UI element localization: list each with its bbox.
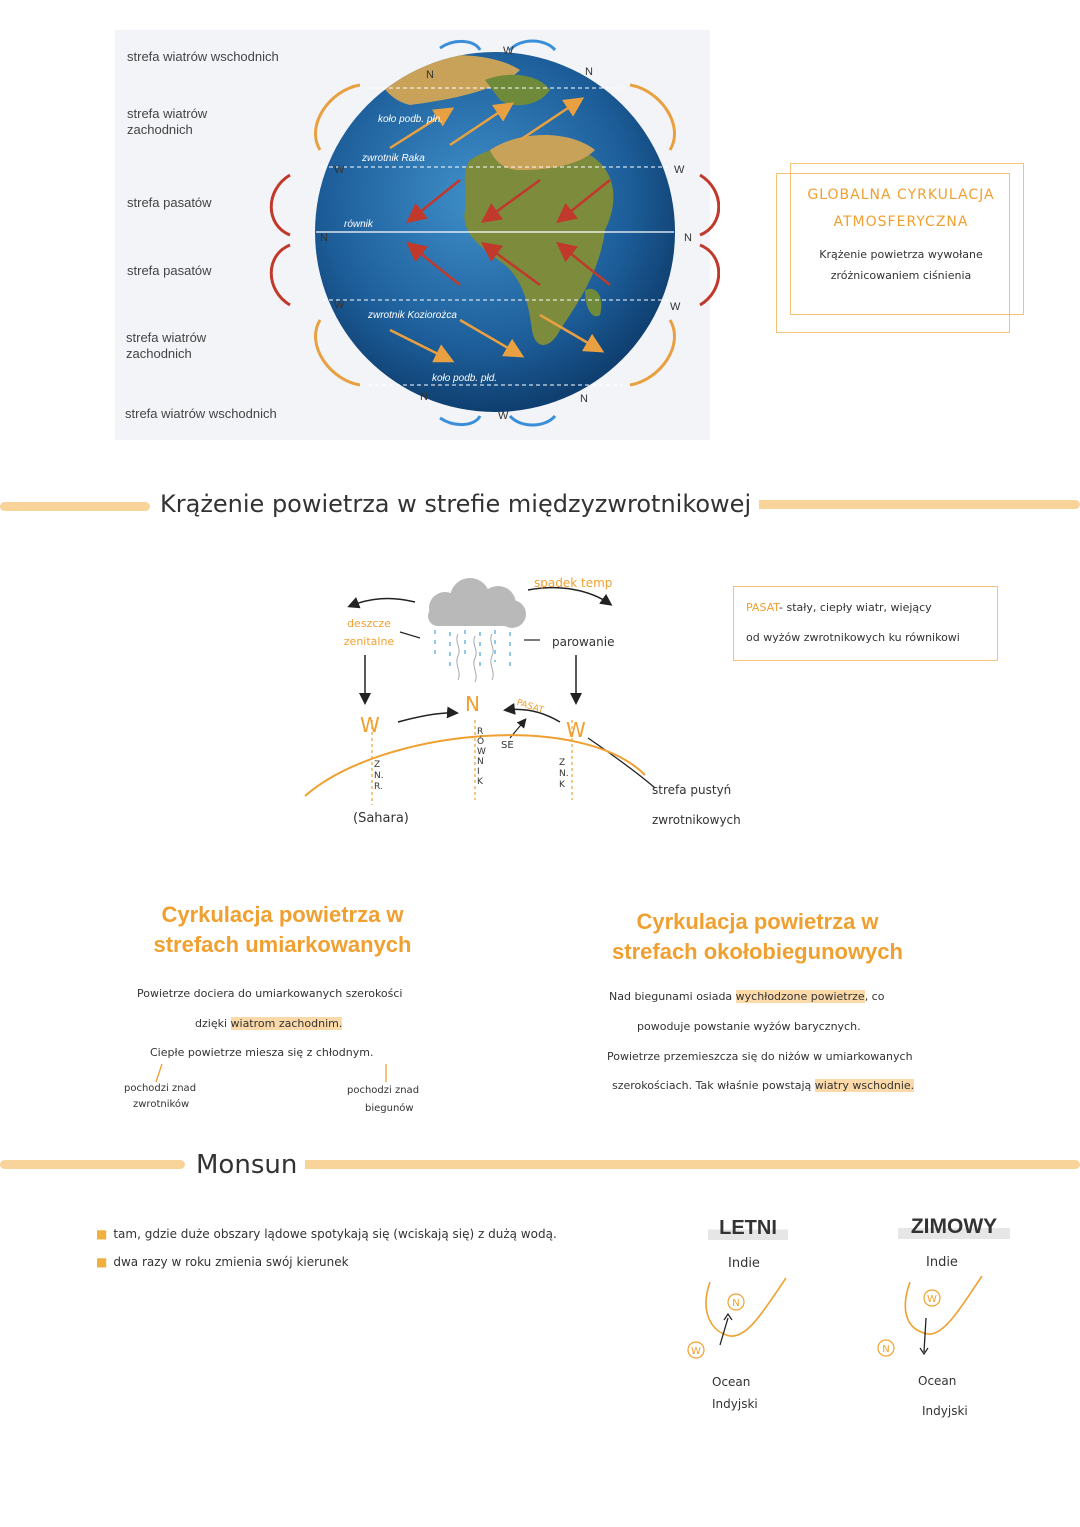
pasat-definition-2: od wyżów zwrotnikowych ku równikowi — [746, 631, 960, 644]
polar-line-4: szerokościach. Tak właśnie powstają wiatry wschodnie. — [612, 1079, 915, 1092]
summer-land-marker: N — [732, 1298, 740, 1309]
polar-title-2: strefach okołobiegunowych — [612, 939, 903, 964]
zone-label-westerlies-north: strefa wiatrów zachodnich — [127, 106, 208, 137]
sahara-label: (Sahara) — [353, 811, 409, 826]
polar-line-3: Powietrze przemieszcza się do niżów w umiarkowanych — [607, 1050, 913, 1063]
cancer-label: zwrotnik Raka — [362, 153, 425, 164]
note-from-poles-2: biegunów — [365, 1103, 414, 1114]
w-marker: W — [674, 164, 685, 176]
summer-sea-marker: W — [691, 1346, 701, 1357]
note-from-poles-1: pochodzi znad — [347, 1085, 420, 1096]
cloud-icon — [428, 578, 526, 628]
section-title-intertropical: Krążenie powietrza w strefie międzyzwrotnikowej — [152, 490, 759, 518]
zone-label-polar-east-south: strefa wiatrów wschodnich — [125, 406, 277, 421]
desert-label-2: zwrotnikowych — [652, 813, 741, 827]
w-marker: W — [498, 410, 509, 422]
n-marker: N — [420, 391, 428, 403]
pasat-arrow-label: PASAT — [515, 697, 545, 717]
temperate-title-2: strefach umiarkowanych — [153, 932, 412, 957]
w-marker: W — [334, 299, 345, 311]
winter-monsoon-title: ZIMOWY — [898, 1215, 1010, 1239]
w-marker: W — [503, 45, 514, 57]
pasat-term: PASAT — [746, 601, 780, 614]
zone-label-trades-north: strefa pasatów — [127, 195, 212, 210]
n-marker: N — [320, 232, 328, 244]
winter-ocean-label-1: Ocean — [918, 1374, 957, 1388]
westerlies-highlight: wiatrom zachodnim. — [230, 1017, 343, 1030]
winter-land-label: Indie — [926, 1255, 958, 1270]
rain-label-2: zenitalne — [343, 635, 395, 648]
summer-monsoon-title: LETNI — [708, 1217, 788, 1240]
winter-sea-marker: N — [882, 1344, 890, 1355]
section-title-monsoon: Monsun — [188, 1150, 305, 1180]
equator-label: równik — [344, 219, 373, 230]
high-pressure-w-right: W — [566, 718, 586, 742]
zone-label-trades-south: strefa pasatów — [127, 263, 212, 278]
rain-icon — [435, 630, 510, 666]
winter-land-marker: W — [927, 1294, 937, 1305]
section-rule — [0, 1160, 185, 1169]
high-pressure-w-left: W — [360, 713, 380, 737]
equator-vertical: R Ó W N I K — [477, 727, 486, 787]
w-marker: W — [670, 301, 681, 313]
polar-line-1: Nad biegunami osiada wychłodzone powietrze, co — [609, 990, 885, 1003]
temperate-line-3: Ciepłe powietrze miesza się z chłodnym. — [150, 1046, 374, 1059]
definition-box — [776, 163, 1022, 333]
zone-label-polar-east-north: strefa wiatrów wschodnich — [127, 49, 279, 64]
zone-label-westerlies-south: strefa wiatrów zachodnich — [126, 330, 207, 361]
capricorn-label: zwrotnik Koziorożca — [368, 310, 457, 321]
pasat-definition-1: - stały, ciepły wiatr, wiejący — [779, 601, 932, 614]
monsoon-bullet-1: ■ tam, gdzie duże obszary lądowe spotykają się (wciskają się) z dużą wodą. — [96, 1227, 557, 1241]
note-from-tropics-1: pochodzi znad — [124, 1083, 197, 1094]
definition-text-1: Krążenie powietrza wywołane — [819, 248, 983, 261]
section-rule — [0, 502, 150, 511]
pasat-box — [733, 586, 998, 661]
definition-title-2: ATMOSFERYCZNA — [833, 214, 969, 230]
definition-text-2: zróżnicowaniem ciśnienia — [830, 269, 972, 282]
definition-title-1: GLOBALNA CYRKULACJA — [807, 187, 995, 203]
rain-label-1: deszcze — [347, 617, 391, 630]
cold-air-highlight: wychłodzone powietrze — [735, 990, 865, 1003]
summer-ocean-label-1: Ocean — [712, 1375, 751, 1389]
arctic-circle-label: koło podb. płn. — [378, 114, 444, 125]
tropic-capricorn-vertical: Z N. K — [559, 758, 569, 790]
polar-title-1: Cyrkulacja powietrza w — [636, 909, 879, 934]
n-marker: N — [684, 232, 692, 244]
low-pressure-n: N — [465, 692, 480, 716]
w-marker: W — [334, 164, 345, 176]
globe-diagram — [260, 30, 720, 440]
summer-ocean-label-2: Indyjski — [712, 1397, 758, 1411]
n-marker: N — [426, 69, 434, 81]
summer-land-label: Indie — [728, 1256, 760, 1271]
n-marker: N — [580, 393, 588, 405]
se-label: SE — [501, 740, 514, 751]
easterlies-highlight: wiatry wschodnie. — [814, 1079, 915, 1092]
summer-monsoon-map — [680, 1270, 800, 1365]
tropic-cancer-vertical: Z N. R. — [374, 760, 384, 792]
section-rule — [285, 1160, 1080, 1169]
winter-ocean-label-2: Indyjski — [922, 1404, 968, 1418]
n-marker: N — [585, 66, 593, 78]
temperate-title-1: Cyrkulacja powietrza w — [161, 902, 404, 927]
winter-monsoon-map — [870, 1270, 990, 1365]
note-from-tropics-2: zwrotników — [133, 1099, 190, 1110]
polar-line-2: powoduje powstanie wyżów barycznych. — [637, 1020, 861, 1033]
monsoon-bullet-2: ■ dwa razy w roku zmienia swój kierunek — [96, 1255, 349, 1269]
temperate-line-1: Powietrze dociera do umiarkowanych szerokości — [137, 987, 403, 1000]
evaporation-label: parowanie — [552, 635, 615, 649]
desert-label-1: strefa pustyń — [652, 783, 732, 797]
temperate-line-2: dzięki wiatrom zachodnim. — [195, 1017, 343, 1030]
temp-drop-label: spadek temp — [534, 576, 613, 590]
antarctic-circle-label: koło podb. płd. — [432, 373, 498, 384]
